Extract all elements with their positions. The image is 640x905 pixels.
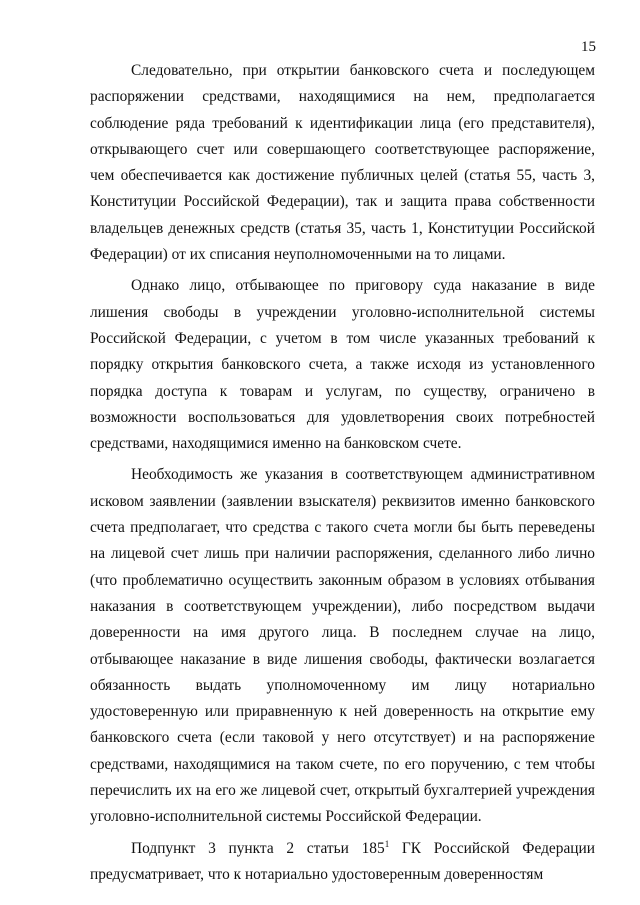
document-body bbox=[90, 58, 595, 888]
paragraph-1: Следовательно, при открытии банковского счета и последующем распоряжении средствами, находящимися на нем, предполагается соблюдение ряда требований к идентификации лица (его представителя), открывающего счет или совершающего соответствующее распоряжение, чем обеспечивается как достижение публичных целей (статья 55, часть 3, Конституции Российской Федерации), так и защита права собственности владельцев денежных средств (статья 35, часть 1, Конституции Российской Федерации) от их списания неуполномоченными на то лицами. bbox=[90, 62, 595, 264]
page-number: 15 bbox=[581, 39, 596, 55]
paragraph-4 bbox=[90, 836, 595, 889]
paragraph-4-text-start: Подпункт 3 пункта 2 статьи 185 bbox=[131, 839, 385, 857]
paragraph-4-text-end: ГК Российской Федерации предусматривает, что к нотариально удостоверенным доверенностям bbox=[90, 839, 595, 883]
paragraph-3: Необходимость же указания в соответствующем административном исковом заявлении (заявлении взыскателя) реквизитов именно банковского счета предполагает, что средства с такого счета могли бы быть переведены на лицевой счет лишь при наличии распоряжения, сделанного либо лично (что проблематично осуществить законным образом в условиях отбывания наказания в соответствующем учреждении), либо посредством выдачи доверенности на имя другого лица. В последнем случае на лицо, отбывающее наказание в виде лишения свободы, фактически возлагается обязанность выдать уполномоченному им лицу нотариально удостоверенную или приравненную к ней доверенность на открытие ему банковского счета (если таковой у него отсутствует) и на распоряжение средствами, находящимися на таком счете, по его поручению, с тем чтобы перечислить их на его же лицевой счет, открытый бухгалтерией учреждения уголовно-исполнительной системы Российской Федерации. bbox=[90, 466, 595, 826]
paragraph-2: Однако лицо, отбывающее по приговору суда наказание в виде лишения свободы в учреждении уголовно-исполнительной системы Российской Федерации, с учетом в том числе указанных требований к порядку открытия банковского счета, а также исходя из установленного порядка доступа к товарам и услугам, по существу, ограничено в возможности воспользоваться для удовлетворения своих потребностей средствами, находящимися именно на банковском счете. bbox=[90, 277, 595, 453]
article-superscript: 1 bbox=[384, 838, 390, 849]
